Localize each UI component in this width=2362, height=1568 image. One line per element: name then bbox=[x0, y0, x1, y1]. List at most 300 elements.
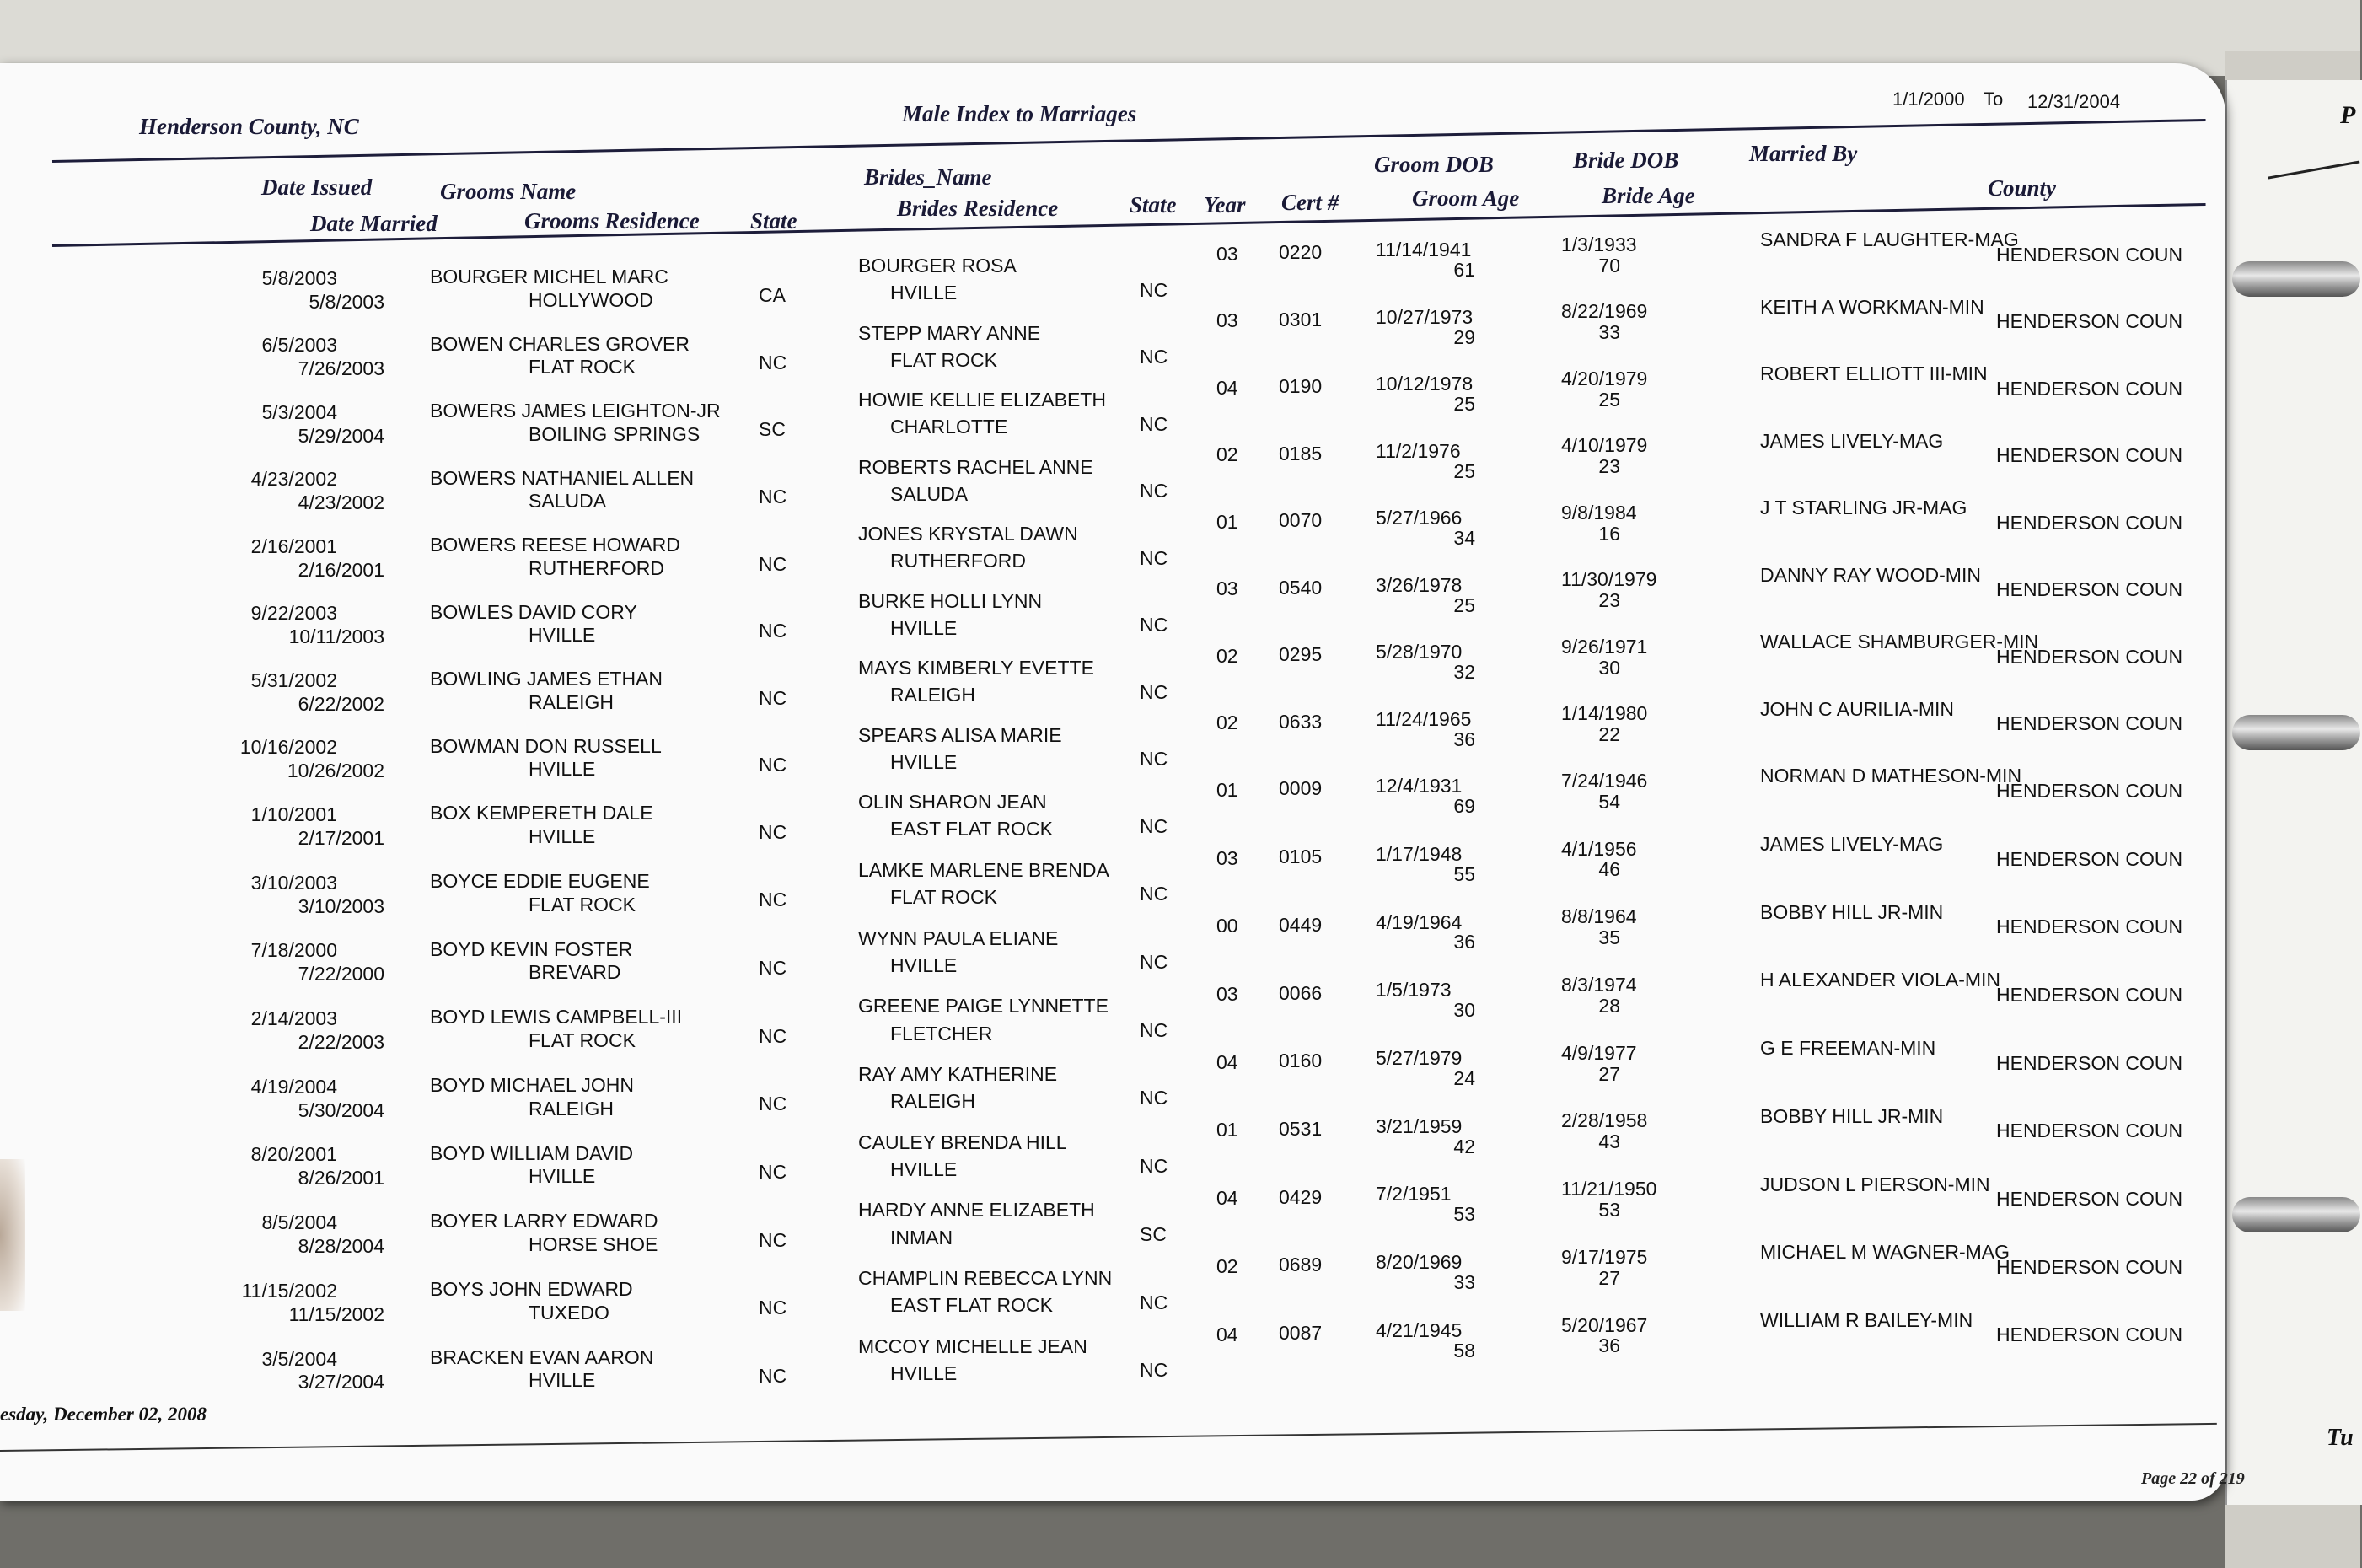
groom-residence: FLAT ROCK bbox=[529, 1028, 636, 1051]
groom-residence: BREVARD bbox=[529, 961, 621, 984]
married-by: KEITH A WORKMAN-MIN bbox=[1760, 295, 1984, 318]
groom-age: 24 bbox=[1453, 1066, 1475, 1089]
groom-residence: HVILLE bbox=[529, 624, 596, 647]
bride-name: WYNN PAULA ELIANE bbox=[858, 926, 1059, 949]
groom-state: NC bbox=[759, 820, 787, 843]
bride-residence: SALUDA bbox=[890, 482, 969, 505]
groom-dob: 8/20/1969 bbox=[1376, 1251, 1463, 1274]
year: 03 bbox=[1216, 309, 1238, 332]
groom-state: NC bbox=[759, 956, 787, 979]
bride-residence: EAST FLAT ROCK bbox=[890, 818, 1053, 840]
county: HENDERSON COUN bbox=[1996, 916, 2183, 938]
document-page bbox=[0, 63, 2245, 1501]
county: HENDERSON COUN bbox=[1996, 377, 2183, 400]
groom-age: 25 bbox=[1453, 393, 1475, 415]
cert-number: 0301 bbox=[1279, 308, 1323, 330]
date-married: 8/28/2004 bbox=[298, 1235, 384, 1257]
footer-date: esday, December 02, 2008 bbox=[0, 1404, 207, 1425]
cert-number: 0633 bbox=[1279, 710, 1323, 733]
bride-state: NC bbox=[1140, 951, 1168, 973]
col-state: State bbox=[750, 208, 797, 234]
year: 04 bbox=[1216, 1187, 1238, 1210]
bride-dob: 8/3/1974 bbox=[1561, 974, 1637, 996]
bride-dob: 2/28/1958 bbox=[1561, 1109, 1648, 1132]
groom-state: SC bbox=[759, 418, 786, 441]
date-issued: 3/5/2004 bbox=[261, 1347, 337, 1370]
bride-dob: 5/20/1967 bbox=[1561, 1313, 1648, 1336]
married-by: JAMES LIVELY-MAG bbox=[1760, 833, 1944, 855]
bride-name: LAMKE MARLENE BRENDA bbox=[858, 858, 1109, 881]
groom-residence: RUTHERFORD bbox=[529, 556, 664, 579]
groom-dob: 11/2/1976 bbox=[1376, 439, 1461, 462]
date-issued: 5/31/2002 bbox=[250, 669, 337, 691]
date-issued: 9/22/2003 bbox=[250, 602, 337, 625]
groom-state: NC bbox=[759, 1161, 787, 1183]
cert-number: 0540 bbox=[1279, 576, 1323, 599]
bride-state: NC bbox=[1140, 814, 1168, 837]
married-by: SANDRA F LAUGHTER-MAG bbox=[1760, 228, 2019, 251]
date-issued: 8/5/2004 bbox=[261, 1211, 337, 1234]
bride-name: STEPP MARY ANNE bbox=[858, 321, 1041, 344]
groom-residence: SALUDA bbox=[529, 490, 607, 513]
bride-state: NC bbox=[1140, 1359, 1168, 1382]
bride-age: 22 bbox=[1598, 723, 1620, 746]
date-married: 7/26/2003 bbox=[298, 357, 384, 380]
groom-name: BOURGER MICHEL MARC bbox=[430, 266, 668, 288]
bride-age: 25 bbox=[1598, 388, 1620, 411]
groom-residence: RALEIGH bbox=[529, 1097, 614, 1120]
page-number: Page 22 of 219 bbox=[2141, 1469, 2245, 1488]
groom-age: 36 bbox=[1453, 728, 1475, 750]
groom-age: 29 bbox=[1453, 325, 1475, 348]
groom-age: 34 bbox=[1453, 527, 1475, 549]
bride-residence: INMAN bbox=[890, 1226, 953, 1248]
bride-dob: 4/1/1956 bbox=[1561, 837, 1637, 860]
county: HENDERSON COUN bbox=[1996, 847, 2183, 870]
cert-number: 0105 bbox=[1279, 846, 1323, 868]
year: 01 bbox=[1216, 1119, 1238, 1141]
groom-age: 58 bbox=[1453, 1339, 1475, 1361]
bride-dob: 9/17/1975 bbox=[1561, 1245, 1648, 1268]
groom-name: BOWERS REESE HOWARD bbox=[430, 534, 680, 556]
married-by: MICHAEL M WAGNER-MAG bbox=[1760, 1241, 2010, 1264]
county: HENDERSON COUN bbox=[1996, 243, 2183, 266]
married-by: H ALEXANDER VIOLA-MIN bbox=[1760, 969, 2001, 991]
county: HENDERSON COUN bbox=[1996, 1188, 2183, 1210]
bride-state: NC bbox=[1140, 680, 1168, 703]
date-married: 10/26/2002 bbox=[287, 760, 384, 782]
groom-residence: HVILLE bbox=[529, 758, 596, 781]
groom-dob: 5/27/1979 bbox=[1376, 1047, 1463, 1069]
year: 04 bbox=[1216, 1323, 1238, 1345]
year: 02 bbox=[1216, 1254, 1238, 1277]
binder-ring-icon bbox=[2232, 715, 2360, 750]
groom-age: 36 bbox=[1453, 931, 1475, 953]
bride-age: 70 bbox=[1598, 254, 1620, 277]
married-by: BOBBY HILL JR-MIN bbox=[1760, 900, 1944, 923]
cert-number: 0185 bbox=[1279, 442, 1323, 464]
bride-age: 35 bbox=[1598, 926, 1620, 949]
bride-age: 36 bbox=[1598, 1334, 1620, 1357]
county: HENDERSON COUN bbox=[1996, 1051, 2183, 1074]
bride-residence: FLAT ROCK bbox=[890, 348, 997, 371]
bride-name: MAYS KIMBERLY EVETTE bbox=[858, 657, 1094, 679]
date-married: 2/16/2001 bbox=[298, 558, 384, 581]
groom-dob: 10/12/1978 bbox=[1376, 373, 1474, 395]
married-by: J T STARLING JR-MAG bbox=[1760, 497, 1967, 519]
bride-name: OLIN SHARON JEAN bbox=[858, 791, 1047, 814]
groom-state: NC bbox=[759, 1365, 787, 1387]
groom-age: 33 bbox=[1453, 1270, 1475, 1293]
date-married: 5/29/2004 bbox=[298, 424, 384, 447]
county: HENDERSON COUN bbox=[1996, 645, 2183, 668]
groom-dob: 1/17/1948 bbox=[1376, 842, 1463, 865]
bride-name: CHAMPLIN REBECCA LYNN bbox=[858, 1267, 1113, 1289]
bride-residence: FLETCHER bbox=[890, 1022, 993, 1044]
date-married: 2/22/2003 bbox=[298, 1030, 384, 1053]
date-issued: 7/18/2000 bbox=[250, 939, 337, 962]
bride-state: NC bbox=[1140, 883, 1168, 905]
groom-age: 32 bbox=[1453, 661, 1475, 683]
bride-state: NC bbox=[1140, 1155, 1168, 1178]
county: HENDERSON COUN bbox=[1996, 712, 2183, 735]
groom-dob: 1/5/1973 bbox=[1376, 979, 1452, 1001]
year: 01 bbox=[1216, 778, 1238, 801]
cert-number: 0220 bbox=[1279, 241, 1323, 264]
bride-residence: RALEIGH bbox=[890, 1090, 975, 1113]
date-issued: 1/10/2001 bbox=[250, 803, 337, 825]
married-by: JAMES LIVELY-MAG bbox=[1760, 429, 1944, 452]
married-by: NORMAN D MATHESON-MIN bbox=[1760, 765, 2022, 787]
groom-state: NC bbox=[759, 1024, 787, 1047]
groom-age: 69 bbox=[1453, 795, 1475, 817]
col-grooms-name: Grooms Name bbox=[440, 179, 577, 204]
bride-dob: 8/22/1969 bbox=[1561, 300, 1648, 323]
married-by: WALLACE SHAMBURGER-MIN bbox=[1760, 631, 2039, 653]
bride-state: NC bbox=[1140, 1018, 1168, 1041]
date-issued: 3/10/2003 bbox=[250, 871, 337, 894]
cert-number: 0531 bbox=[1279, 1117, 1323, 1140]
bride-dob: 11/21/1950 bbox=[1561, 1178, 1657, 1200]
cert-number: 0009 bbox=[1279, 777, 1323, 800]
date-married: 6/22/2002 bbox=[298, 692, 384, 715]
binder-ring-icon bbox=[2232, 261, 2360, 297]
date-issued: 4/23/2002 bbox=[250, 468, 337, 491]
groom-state: NC bbox=[759, 686, 787, 709]
col-date-issued: Date Issued bbox=[261, 175, 373, 200]
county: HENDERSON COUN bbox=[1996, 1255, 2183, 1278]
groom-residence: HVILLE bbox=[529, 824, 596, 847]
bride-residence: HVILLE bbox=[890, 1157, 958, 1180]
bride-state: NC bbox=[1140, 748, 1168, 771]
bride-name: SPEARS ALISA MARIE bbox=[858, 723, 1062, 746]
bride-state: NC bbox=[1140, 1291, 1168, 1313]
date-married: 7/22/2000 bbox=[298, 963, 384, 985]
bride-residence: RUTHERFORD bbox=[890, 550, 1026, 572]
county: HENDERSON COUN bbox=[1996, 310, 2183, 333]
bride-state: NC bbox=[1140, 1087, 1168, 1109]
bride-dob: 9/26/1971 bbox=[1561, 635, 1648, 658]
groom-state: NC bbox=[759, 754, 787, 776]
year: 02 bbox=[1216, 644, 1238, 667]
groom-name: BOYD MICHAEL JOHN bbox=[430, 1073, 634, 1096]
bride-name: GREENE PAIGE LYNNETTE bbox=[858, 995, 1109, 1018]
groom-age: 42 bbox=[1453, 1135, 1475, 1157]
groom-dob: 4/19/1964 bbox=[1376, 910, 1463, 933]
county: HENDERSON COUN bbox=[1996, 578, 2183, 601]
groom-name: BOYD WILLIAM DAVID bbox=[430, 1141, 634, 1164]
footer-rule bbox=[0, 1423, 2217, 1452]
bride-name: HOWIE KELLIE ELIZABETH bbox=[858, 389, 1106, 411]
bride-age: 23 bbox=[1598, 455, 1620, 478]
groom-residence: HOLLYWOOD bbox=[529, 288, 653, 311]
col-date-married: Date Married bbox=[310, 211, 438, 236]
groom-name: BOWERS NATHANIEL ALLEN bbox=[430, 466, 695, 489]
bride-residence: FLAT ROCK bbox=[890, 886, 997, 909]
cert-number: 0066 bbox=[1279, 981, 1323, 1004]
year: 03 bbox=[1216, 846, 1238, 869]
groom-dob: 10/27/1973 bbox=[1376, 305, 1474, 328]
groom-state: NC bbox=[759, 889, 787, 911]
bride-state: NC bbox=[1140, 546, 1168, 569]
bride-age: 30 bbox=[1598, 656, 1620, 679]
bride-age: 53 bbox=[1598, 1198, 1620, 1221]
groom-name: BOX KEMPERETH DALE bbox=[430, 802, 653, 824]
year: 02 bbox=[1216, 712, 1238, 734]
bride-state: NC bbox=[1140, 480, 1168, 502]
groom-state: CA bbox=[759, 284, 786, 307]
cert-number: 0429 bbox=[1279, 1185, 1323, 1208]
married-by: ROBERT ELLIOTT III-MIN bbox=[1760, 362, 1988, 385]
county: HENDERSON COUN bbox=[1996, 779, 2183, 802]
groom-residence: FLAT ROCK bbox=[529, 893, 636, 916]
groom-residence: HORSE SHOE bbox=[529, 1233, 658, 1255]
bride-dob: 9/8/1984 bbox=[1561, 501, 1637, 524]
bride-residence: HVILLE bbox=[890, 1362, 958, 1384]
year: 04 bbox=[1216, 376, 1238, 399]
groom-state: NC bbox=[759, 1228, 787, 1251]
groom-state: NC bbox=[759, 1093, 787, 1115]
col-year: Year bbox=[1204, 192, 1246, 217]
groom-name: BOWERS JAMES LEIGHTON-JR bbox=[430, 400, 721, 422]
groom-state: NC bbox=[759, 1297, 787, 1319]
groom-name: BOWEN CHARLES GROVER bbox=[430, 332, 690, 355]
groom-age: 53 bbox=[1453, 1203, 1475, 1226]
bride-state: NC bbox=[1140, 346, 1168, 368]
groom-dob: 11/24/1965 bbox=[1376, 707, 1472, 730]
married-by: JUDSON L PIERSON-MIN bbox=[1760, 1173, 1990, 1195]
groom-residence: BOILING SPRINGS bbox=[529, 422, 701, 445]
bride-age: 23 bbox=[1598, 589, 1620, 612]
range-from: 1/1/2000 bbox=[1892, 89, 1965, 110]
col-bride-age: Bride Age bbox=[1602, 183, 1695, 208]
groom-name: BOYS JOHN EDWARD bbox=[430, 1278, 633, 1300]
date-issued: 5/8/2003 bbox=[261, 266, 337, 289]
groom-dob: 5/28/1970 bbox=[1376, 641, 1463, 663]
col-state-2: State bbox=[1130, 192, 1177, 217]
next-page-letter: P bbox=[2340, 101, 2356, 129]
groom-name: BOWLING JAMES ETHAN bbox=[430, 668, 663, 690]
groom-dob: 11/14/1941 bbox=[1376, 239, 1472, 261]
bride-state: SC bbox=[1140, 1222, 1167, 1245]
year: 01 bbox=[1216, 510, 1238, 533]
groom-name: BOYD KEVIN FOSTER bbox=[430, 937, 633, 960]
groom-age: 30 bbox=[1453, 999, 1475, 1022]
bride-residence: HVILLE bbox=[890, 750, 958, 773]
date-married: 10/11/2003 bbox=[288, 626, 384, 648]
bride-state: NC bbox=[1140, 412, 1168, 435]
date-issued: 8/20/2001 bbox=[250, 1143, 337, 1166]
groom-residence: HVILLE bbox=[529, 1369, 596, 1392]
groom-age: 25 bbox=[1453, 459, 1475, 482]
year: 04 bbox=[1216, 1050, 1238, 1073]
groom-dob: 4/21/1945 bbox=[1376, 1318, 1463, 1341]
bride-age: 27 bbox=[1598, 1266, 1620, 1289]
groom-name: BRACKEN EVAN AARON bbox=[430, 1345, 654, 1368]
county: HENDERSON COUN bbox=[1996, 1324, 2183, 1346]
groom-age: 25 bbox=[1453, 593, 1475, 616]
groom-dob: 7/2/1951 bbox=[1376, 1183, 1452, 1206]
year: 02 bbox=[1216, 443, 1238, 466]
date-married: 11/15/2002 bbox=[288, 1302, 384, 1325]
date-married: 2/17/2001 bbox=[298, 826, 384, 849]
bride-age: 16 bbox=[1598, 522, 1620, 545]
range-to-label: To bbox=[1984, 89, 2004, 110]
bride-residence: EAST FLAT ROCK bbox=[890, 1294, 1053, 1317]
cert-number: 0070 bbox=[1279, 509, 1323, 532]
married-by: DANNY RAY WOOD-MIN bbox=[1760, 563, 1981, 586]
bride-dob: 11/30/1979 bbox=[1561, 568, 1657, 591]
groom-name: BOWLES DAVID CORY bbox=[430, 600, 637, 623]
bride-dob: 4/10/1979 bbox=[1561, 434, 1648, 457]
year: 03 bbox=[1216, 242, 1238, 265]
binder-ring-icon bbox=[2232, 1197, 2360, 1232]
groom-residence: FLAT ROCK bbox=[529, 356, 636, 379]
groom-state: NC bbox=[759, 485, 787, 507]
col-married-by: Married By bbox=[1749, 141, 1858, 166]
bride-age: 43 bbox=[1598, 1130, 1620, 1153]
bride-name: RAY AMY KATHERINE bbox=[858, 1062, 1058, 1085]
date-issued: 5/3/2004 bbox=[261, 400, 337, 423]
col-brides-name: Brides_Name bbox=[864, 164, 992, 190]
bride-name: CAULEY BRENDA HILL bbox=[858, 1130, 1067, 1153]
county: HENDERSON COUN bbox=[1996, 1120, 2183, 1142]
married-by: G E FREEMAN-MIN bbox=[1760, 1037, 1936, 1060]
report-title: Male Index to Marriages bbox=[902, 101, 1137, 126]
col-cert: Cert # bbox=[1281, 190, 1339, 215]
range-to: 12/31/2004 bbox=[2027, 91, 2121, 112]
groom-name: BOYER LARRY EDWARD bbox=[430, 1210, 658, 1232]
bride-state: NC bbox=[1140, 278, 1168, 301]
cert-number: 0295 bbox=[1279, 643, 1323, 666]
year: 03 bbox=[1216, 577, 1238, 600]
date-issued: 6/5/2003 bbox=[261, 334, 337, 357]
county: HENDERSON COUN bbox=[1996, 511, 2183, 534]
year: 00 bbox=[1216, 915, 1238, 937]
col-bride-dob: Bride DOB bbox=[1573, 148, 1679, 173]
year: 03 bbox=[1216, 983, 1238, 1005]
col-brides-residence: Brides Residence bbox=[897, 196, 1059, 221]
bride-name: MCCOY MICHELLE JEAN bbox=[858, 1334, 1087, 1357]
date-married: 3/27/2004 bbox=[298, 1371, 384, 1393]
cert-number: 0160 bbox=[1279, 1050, 1323, 1072]
bride-residence: HVILLE bbox=[890, 953, 958, 976]
bride-dob: 1/14/1980 bbox=[1561, 702, 1648, 725]
bride-age: 54 bbox=[1598, 790, 1620, 813]
groom-residence: TUXEDO bbox=[529, 1301, 609, 1324]
date-married: 3/10/2003 bbox=[298, 894, 384, 917]
groom-age: 61 bbox=[1453, 259, 1475, 281]
bride-dob: 1/3/1933 bbox=[1561, 233, 1637, 255]
next-page-footer-text: Tu bbox=[2327, 1425, 2354, 1451]
bride-dob: 7/24/1946 bbox=[1561, 769, 1648, 792]
county: HENDERSON COUN bbox=[1996, 444, 2183, 467]
cert-number: 0190 bbox=[1279, 375, 1323, 398]
thumb-shadow bbox=[0, 1159, 25, 1311]
date-married: 5/30/2004 bbox=[298, 1098, 384, 1121]
married-by: BOBBY HILL JR-MIN bbox=[1760, 1104, 1944, 1127]
bride-dob: 4/9/1977 bbox=[1561, 1041, 1637, 1064]
county: HENDERSON COUN bbox=[1996, 983, 2183, 1006]
bride-residence: HVILLE bbox=[890, 616, 958, 639]
cert-number: 0449 bbox=[1279, 913, 1323, 936]
bride-state: NC bbox=[1140, 614, 1168, 636]
col-groom-age: Groom Age bbox=[1412, 185, 1520, 211]
cert-number: 0689 bbox=[1279, 1254, 1323, 1276]
bride-name: BURKE HOLLI LYNN bbox=[858, 589, 1043, 612]
bride-residence: HVILLE bbox=[890, 282, 958, 304]
date-married: 8/26/2001 bbox=[298, 1167, 384, 1189]
bride-residence: RALEIGH bbox=[890, 684, 975, 706]
bride-age: 33 bbox=[1598, 321, 1620, 344]
col-grooms-residence: Grooms Residence bbox=[524, 208, 700, 234]
groom-dob: 3/21/1959 bbox=[1376, 1114, 1463, 1137]
date-issued: 4/19/2004 bbox=[250, 1075, 337, 1098]
groom-residence: RALEIGH bbox=[529, 690, 614, 713]
groom-state: NC bbox=[759, 351, 787, 373]
col-groom-dob: Groom DOB bbox=[1374, 152, 1494, 177]
bride-name: JONES KRYSTAL DAWN bbox=[858, 523, 1078, 545]
bride-age: 28 bbox=[1598, 994, 1620, 1017]
bride-dob: 4/20/1979 bbox=[1561, 367, 1648, 389]
groom-dob: 3/26/1978 bbox=[1376, 573, 1463, 596]
groom-dob: 12/4/1931 bbox=[1376, 775, 1463, 797]
groom-name: BOYD LEWIS CAMPBELL-III bbox=[430, 1006, 683, 1028]
date-issued: 10/16/2002 bbox=[239, 736, 337, 759]
groom-state: NC bbox=[759, 620, 787, 642]
date-issued: 2/16/2001 bbox=[250, 534, 337, 557]
bride-name: ROBERTS RACHEL ANNE bbox=[858, 455, 1093, 478]
date-issued: 2/14/2003 bbox=[250, 1007, 337, 1029]
county-header: Henderson County, NC bbox=[139, 114, 359, 139]
bride-dob: 8/8/1964 bbox=[1561, 905, 1637, 928]
bride-name: BOURGER ROSA bbox=[858, 255, 1017, 277]
groom-dob: 5/27/1966 bbox=[1376, 507, 1463, 529]
bride-name: HARDY ANNE ELIZABETH bbox=[858, 1199, 1095, 1222]
date-married: 5/8/2003 bbox=[309, 290, 384, 313]
married-by: WILLIAM R BAILEY-MIN bbox=[1760, 1308, 1973, 1331]
groom-state: NC bbox=[759, 552, 787, 575]
bride-age: 27 bbox=[1598, 1062, 1620, 1085]
cert-number: 0087 bbox=[1279, 1322, 1323, 1344]
groom-residence: HVILLE bbox=[529, 1165, 596, 1188]
married-by: JOHN C AURILIA-MIN bbox=[1760, 697, 1955, 720]
groom-age: 55 bbox=[1453, 862, 1475, 885]
col-county: County bbox=[1988, 175, 2057, 201]
bride-residence: CHARLOTTE bbox=[890, 416, 1008, 438]
date-issued: 11/15/2002 bbox=[241, 1279, 337, 1302]
bride-age: 46 bbox=[1598, 858, 1620, 881]
